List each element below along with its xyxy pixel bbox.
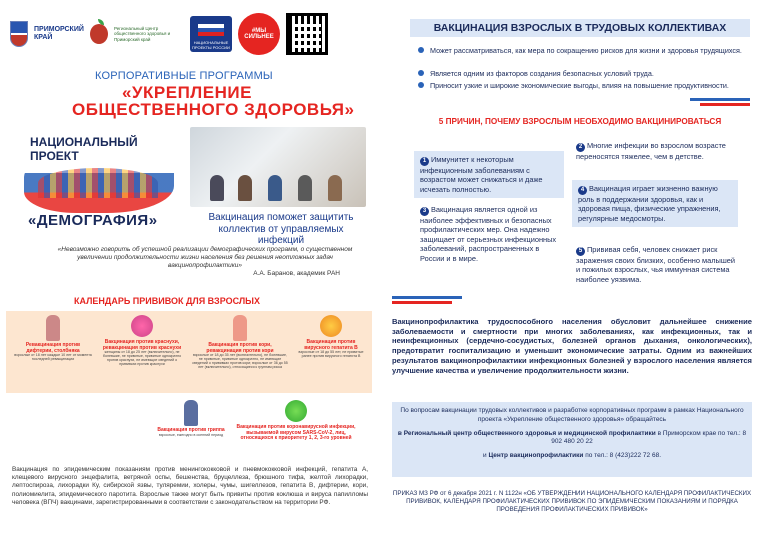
- schedule-item-desc: женщины от 18 до 25 лет (включительно), не болевшие, не привитые, привитые однократно против краснухи, не имеющие сведений о прививках против краснухи: [102, 350, 182, 366]
- reason-4: [572, 180, 738, 227]
- person-icon: [46, 315, 60, 341]
- virus-icon: [131, 315, 153, 337]
- person-icon: [184, 400, 198, 426]
- epid-paragraph: Вакцинация по эпидемическим показаниям против менингококковой и пневмококковой инфекций, гепатита А, клещевого вирусного энцефалита, ветряной оспы, бешенства, бруцеллеза, брюшного тифа, желтой лихорадки, лептоспироза, лихорадки Ку, сибирской язвы, туляремии, холеры, чумы, шигеллезов, гепатита В, дифтерии, кори, полиомиелита, эпидемического паротита. Взрослые также могут быть привиты против коклюша и вируса папилломы человека (ВПЧ) вакцинами, зарегистрированными в соответствии с законодательством на территории РФ.: [12, 466, 368, 506]
- vaccination-protects-text: Вакцинация поможет защитить коллектив от управляемых инфекций: [208, 212, 354, 246]
- stripe-blue: [690, 98, 750, 101]
- quote-text: «Невозможно говорить об успешной реализации демографических программ, о существенном увеличении продолжительности жизни населения без решения неотложных задач вакцинопрофилактики»: [57, 246, 353, 270]
- schedule-item: [156, 400, 226, 437]
- logo-row: [10, 10, 370, 58]
- reason-2: [576, 141, 736, 161]
- sticker-logo: #МЫ СИЛЬНЕЕ: [238, 13, 280, 55]
- virus-icon: [320, 315, 342, 337]
- reason-1: [414, 151, 564, 198]
- contact-center-line: [397, 430, 747, 448]
- people-crowd-icon: [38, 168, 158, 198]
- quote-block: [40, 246, 370, 279]
- right-title: ВАКЦИНАЦИЯ ВЗРОСЛЫХ В ТРУДОВЫХ КОЛЛЕКТИВАХ: [410, 19, 750, 37]
- bullet-icon: [418, 70, 424, 76]
- region-name: ПРИМОРСКИЙ КРАЙ: [34, 25, 84, 41]
- schedule-row-2: [6, 396, 372, 466]
- schedule-item-title: Ревакцинация против дифтерии, столбняка: [25, 342, 81, 354]
- center-name: Региональный Центр общественного здоровья и Приморский край: [114, 25, 171, 42]
- reason-5: [576, 245, 736, 284]
- schedule-item-desc: взрослые, ежегодно в осенний период: [158, 432, 224, 437]
- demography-banner: [18, 128, 178, 236]
- demography-label: «ДЕМОГРАФИЯ»: [28, 212, 158, 229]
- bullet-text: Приносит узкие и широкие экономические выгоды, влияя на повышение продуктивности.: [430, 81, 729, 90]
- schedule-item-desc: взрослые от 18 лет каждые 10 лет от момента последней ревакцинации: [14, 353, 92, 361]
- reason-number: 3: [420, 207, 429, 216]
- contact-and: и: [483, 452, 489, 460]
- hand-icon: [233, 315, 247, 341]
- schedule-item-title: Вакцинация против коронавирусной инфекции, вызываемой вирусом SARS-CoV-2, лиц, относящихся к приоритету 1, 2, 3-го уровней: [236, 424, 356, 441]
- primorye-crest-icon: [10, 21, 28, 47]
- schedule-item-title: Вакцинация против вирусного гепатита B: [304, 339, 358, 351]
- quote-author: А.А. Баранов, академик РАН: [253, 270, 340, 278]
- bullet-icon: [418, 82, 424, 88]
- national-projects-logo: [190, 16, 232, 52]
- schedule-item: [294, 315, 368, 359]
- reason-text: Многие инфекции во взрослом возрасте переносятся тяжелее, чем в детстве.: [576, 141, 726, 161]
- schedule-panel: [6, 311, 372, 393]
- contact-center-phone: в Приморском крае по тел.: 8 902 480 20 22: [551, 429, 747, 446]
- reason-text: Вакцинация является одной из наиболее эффективных и безопасных профилактических мер. Она надежно защищает от серьезных инфекционных заболеваний, распространенных в России и в мире.: [420, 205, 557, 263]
- seminar-photo: [190, 127, 366, 207]
- title-line2: ОБЩЕСТВЕННОГО ЗДОРОВЬЯ»: [72, 100, 355, 119]
- schedule-item: [192, 315, 288, 370]
- coronavirus-icon: [285, 400, 307, 422]
- schedule-item-title: Вакцинация против гриппа: [157, 427, 225, 433]
- reason-text: Иммунитет к некоторым инфекционным заболеваниям с возрастом может снижаться и даже исчезать полностью.: [420, 155, 543, 194]
- bullet-text: Может рассматриваться, как мера по сокращению рисков для жизни и здоровья трудящихся.: [430, 46, 742, 55]
- schedule-item-title: Вакцинация против краснухи, ревакцинация против краснухи: [102, 339, 182, 351]
- contact-center-name: в Региональный центр общественного здоровья и медицинской профилактики: [397, 429, 656, 437]
- bullet-icon: [418, 47, 424, 53]
- corp-programs-label: КОРПОРАТИВНЫЕ ПРОГРАММЫ: [95, 70, 273, 82]
- reason-number: 4: [578, 186, 587, 195]
- national-projects-label: НАЦИОНАЛЬНЫЕ ПРОЕКТЫ РОССИИ: [192, 40, 230, 50]
- title-line1: «УКРЕПЛЕНИЕ: [122, 83, 252, 102]
- reason-number: 5: [576, 247, 585, 256]
- reason-text: Прививая себя, человек снижает риск заражения своих близких, особенно малышей и пожилых взрослых, чья иммунная система наиболее уязвима.: [576, 245, 736, 284]
- qr-code-icon[interactable]: [286, 13, 328, 55]
- reason-number: 1: [420, 157, 429, 166]
- reason-3: [414, 205, 564, 263]
- apple-logo-icon: [90, 24, 108, 44]
- reason-number: 2: [576, 143, 585, 152]
- contact-box: [392, 402, 752, 477]
- contact-intro: По вопросам вакцинации трудовых коллективов и разработке корпоративных программ в рамках Национального проекта «Укрепление общественного здоровья» обращайтесь: [400, 407, 744, 423]
- reason-text: Вакцинация играет жизненно важную роль в поддержании здоровья, как и здоровая пища, физические упражнения, регулярные медосмотры.: [578, 184, 721, 223]
- schedule-item: [98, 315, 186, 367]
- schedule-item: [12, 315, 94, 362]
- calendar-title: КАЛЕНДАРЬ ПРИВИВОК ДЛЯ ВЗРОСЛЫХ: [74, 296, 260, 306]
- reasons-title: 5 ПРИЧИН, ПОЧЕМУ ВЗРОСЛЫМ НЕОБХОДИМО ВАКЦИНИРОВАТЬСЯ: [438, 117, 722, 126]
- contact-vacc-name: Центр вакцинопрофилактики: [488, 452, 584, 460]
- bullet-item: [418, 69, 748, 78]
- national-project-label: НАЦИОНАЛЬНЫЙ ПРОЕКТ: [30, 135, 138, 163]
- order-reference: ПРИКАЗ МЗ РФ от 6 декабря 2021 г. N 1122н «ОБ УТВЕРЖДЕНИИ НАЦИОНАЛЬНОГО КАЛЕНДАРЯ ПРОФИЛАКТИЧЕСКИХ ПРИВИВОК, КАЛЕНДАРЯ ПРОФИЛАКТИЧЕСКИХ ПРИВИВОК ПО ЭПИДЕМИЧЕСКИМ ПОКАЗАНИЯМ И ПОРЯДКА ПРОВЕДЕНИЯ ПРОФИЛАКТИЧЕСКИХ ПРИВИВОК»: [392, 490, 752, 513]
- bold-paragraph: Вакцинопрофилактика трудоспособного населения обусловит дальнейшее снижение заболеваемости и смертности при многих заболеваниях, как инфекционных, так и неинфекционных (сердечно-сосудистых, болезней органов дыхания, онкологических), предотвратит госпитализацию и уменьшит экономические затраты. Одним из важнейших результатов вакцинопрофилактики инфекционных болезней у взрослого населения является улучшение качества и увеличение продолжительности жизни.: [392, 317, 752, 375]
- bullet-item: [418, 81, 748, 90]
- bullet-text: Является одним из факторов создания безопасных условий труда.: [430, 69, 654, 78]
- schedule-item-desc: взрослые от 18 до 35 лет (включительно), не болевшие, не привитые, привитые однократно, не имеющие сведений о прививках против кори; взрослые от 36 до 55 лет (включительно), относящиеся к группам риска: [192, 353, 288, 369]
- stripe-red: [392, 301, 452, 304]
- schedule-item-desc: взрослые от 18 до 55 лет, не привитые ранее против вирусного гепатита B: [298, 350, 364, 358]
- contact-vacc-phone: по тел.: 8 (423)222 72 68.: [583, 452, 661, 460]
- schedule-item: [231, 400, 361, 442]
- stripe-red: [700, 103, 750, 106]
- schedule-item-title: Вакцинация против кори, ревакцинация против кори: [206, 342, 274, 354]
- contact-vacc-line: [397, 452, 747, 461]
- bullet-item: [418, 46, 748, 55]
- stripe-blue: [392, 296, 462, 299]
